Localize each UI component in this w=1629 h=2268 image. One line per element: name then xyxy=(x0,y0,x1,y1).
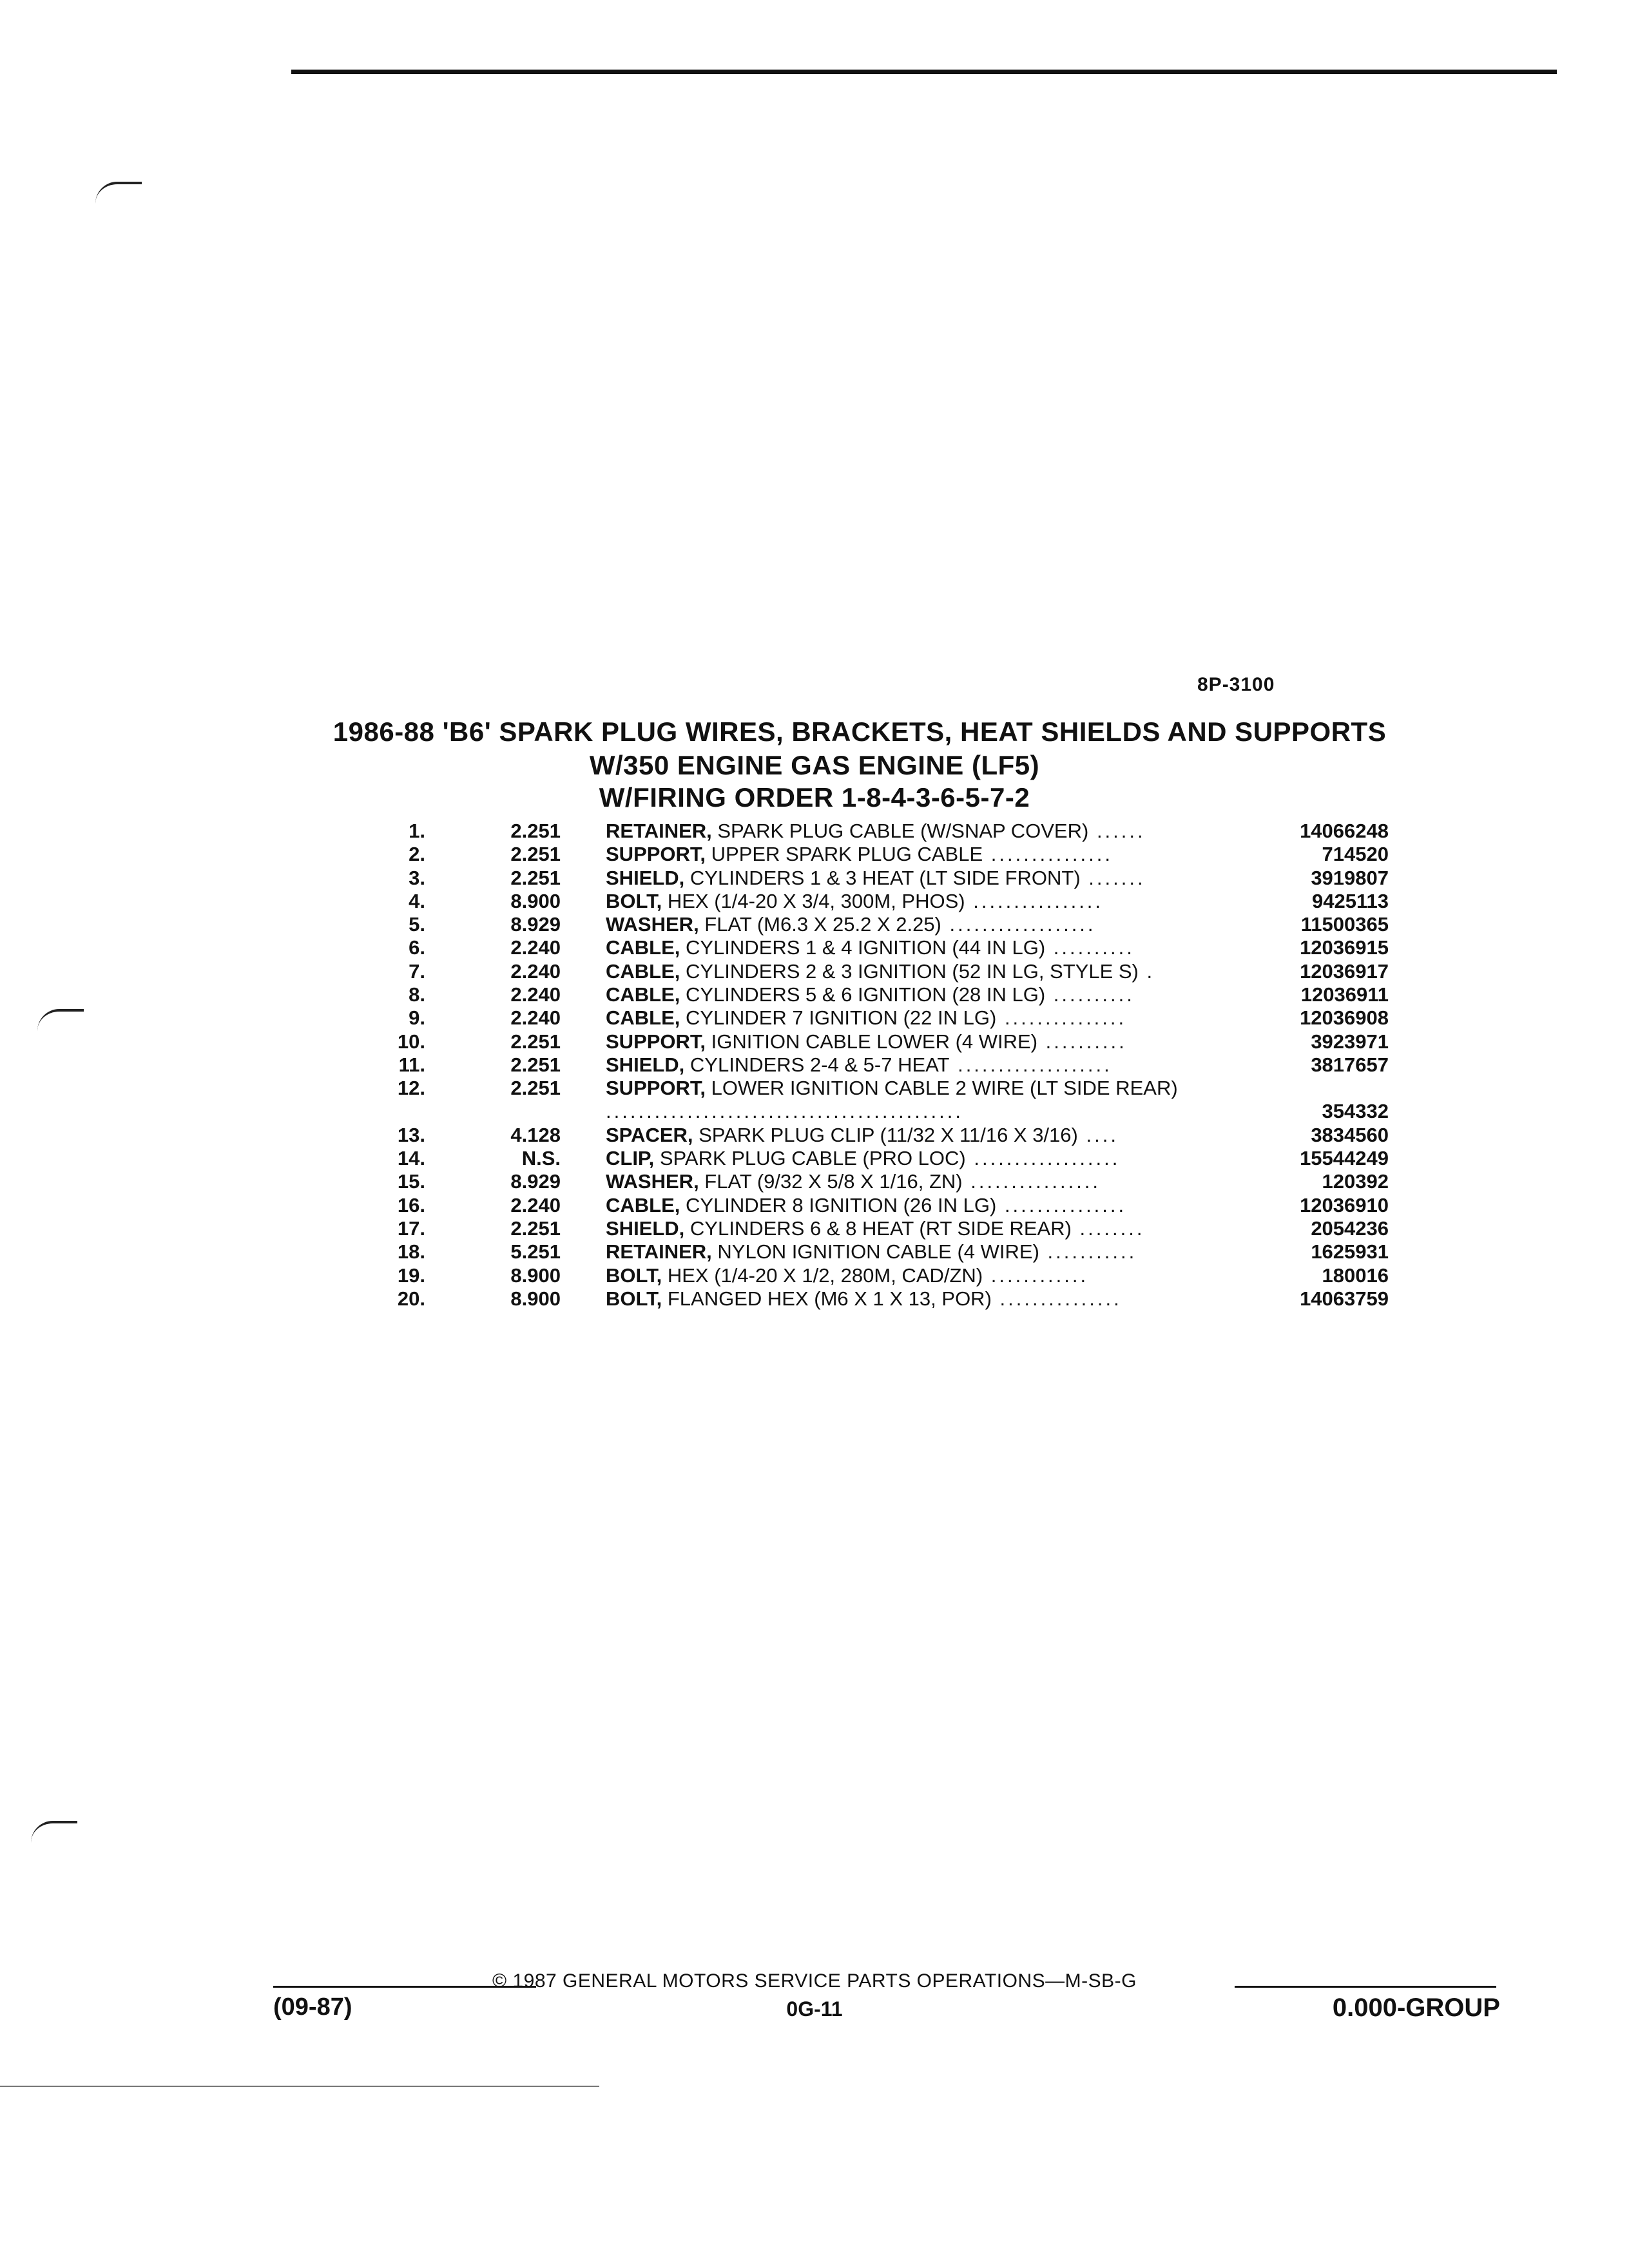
group-number: 2.251 xyxy=(510,820,561,842)
part-description xyxy=(606,1030,1257,1053)
page-number: 0G-11 xyxy=(786,1997,843,2021)
part-description xyxy=(606,1006,1257,1030)
part-noun: CABLE, xyxy=(606,936,680,959)
header-rule xyxy=(291,70,1557,74)
part-row xyxy=(0,890,1629,913)
scan-edge-line xyxy=(0,2086,599,2087)
part-description xyxy=(606,1077,1257,1123)
part-row xyxy=(0,1240,1629,1264)
leader-dots: .......... xyxy=(1037,1030,1127,1053)
group-number: 4.128 xyxy=(510,1123,561,1146)
group-number: 2.240 xyxy=(510,1193,561,1216)
part-number: 120392 xyxy=(1322,1170,1389,1193)
part-number: 354332 xyxy=(1322,1100,1389,1123)
leader-dots: .......... xyxy=(1045,936,1135,959)
binder-hole-mark-3 xyxy=(31,1821,77,1843)
part-row xyxy=(0,1264,1629,1287)
item-number: 14. xyxy=(397,1147,425,1170)
leader-dots: .................. xyxy=(941,913,1096,936)
part-description xyxy=(606,1287,1257,1311)
parts-list xyxy=(0,820,1629,1311)
part-detail: CYLINDER 7 IGNITION (22 IN LG) xyxy=(680,1006,997,1030)
group-number: 8.900 xyxy=(510,1287,561,1310)
leader-dots: ........ xyxy=(1071,1217,1145,1240)
group-number: 2.240 xyxy=(510,1006,561,1030)
leader-dots: ............... xyxy=(983,843,1113,866)
item-number: 18. xyxy=(397,1240,425,1264)
part-description xyxy=(606,1264,1257,1287)
part-noun: BOLT, xyxy=(606,889,662,912)
leader-dots: ............... xyxy=(996,1193,1127,1216)
part-description xyxy=(606,867,1257,890)
part-description xyxy=(606,1147,1257,1170)
part-number: 3834560 xyxy=(1311,1123,1389,1146)
group-number: 2.240 xyxy=(510,983,561,1006)
binder-hole-mark-1 xyxy=(95,182,142,204)
part-number: 12036915 xyxy=(1300,936,1389,959)
group-number: 8.900 xyxy=(510,889,561,912)
part-detail: FLAT (M6.3 X 25.2 X 2.25) xyxy=(699,913,941,936)
item-number: 10. xyxy=(397,1030,425,1053)
part-detail: CYLINDER 8 IGNITION (26 IN LG) xyxy=(680,1193,997,1216)
group-number: 2.251 xyxy=(510,1030,561,1053)
part-row xyxy=(0,1006,1629,1030)
leader-dots: ................ xyxy=(962,1170,1101,1193)
part-detail: NYLON IGNITION CABLE (4 WIRE) xyxy=(711,1240,1039,1264)
part-row xyxy=(0,983,1629,1006)
item-number: 2. xyxy=(409,843,425,866)
part-row xyxy=(0,1030,1629,1053)
part-description xyxy=(606,1217,1257,1240)
part-number: 3817657 xyxy=(1311,1053,1389,1076)
group-number: 2.251 xyxy=(510,843,561,866)
page-code: 8P-3100 xyxy=(1197,674,1275,695)
leader-dots: .... xyxy=(1077,1123,1119,1146)
part-row xyxy=(0,820,1629,843)
item-number: 3. xyxy=(409,866,425,889)
item-number: 9. xyxy=(409,1006,425,1030)
part-detail: FLANGED HEX (M6 X 1 X 13, POR) xyxy=(662,1287,992,1310)
part-number: 9425113 xyxy=(1312,889,1389,912)
part-description xyxy=(606,1124,1257,1147)
part-row xyxy=(0,1170,1629,1193)
item-number: 6. xyxy=(409,936,425,959)
part-description xyxy=(606,913,1257,936)
part-number: 3919807 xyxy=(1311,866,1389,889)
part-noun: SUPPORT, xyxy=(606,843,706,866)
part-row xyxy=(0,1053,1629,1077)
item-number: 20. xyxy=(397,1287,425,1310)
item-number: 4. xyxy=(409,889,425,912)
part-noun: CABLE, xyxy=(606,983,680,1006)
part-number: 1625931 xyxy=(1311,1240,1389,1264)
group-number: 2.251 xyxy=(510,1077,561,1100)
leader-dots: ................ xyxy=(965,889,1104,912)
part-noun: RETAINER, xyxy=(606,820,712,842)
leader-dots: .................. xyxy=(965,1147,1121,1170)
part-detail: CYLINDERS 1 & 4 IGNITION (44 IN LG) xyxy=(680,936,1046,959)
group-number: N.S. xyxy=(521,1147,561,1170)
leader-dots: ............... xyxy=(996,1006,1127,1030)
revision-date: (09-87) xyxy=(273,1994,352,2021)
part-noun: CLIP, xyxy=(606,1147,655,1170)
part-detail: HEX (1/4-20 X 1/2, 280M, CAD/ZN) xyxy=(662,1264,983,1287)
document-title: 1986-88 'B6' SPARK PLUG WIRES, BRACKETS, HEAT SHIELDS AND SUPPORTS xyxy=(333,716,1387,747)
leader-dots: ....... xyxy=(1080,866,1146,889)
part-row xyxy=(0,913,1629,936)
part-number: 12036917 xyxy=(1300,959,1389,983)
part-description xyxy=(606,820,1257,843)
item-number: 15. xyxy=(397,1170,425,1193)
part-number: 12036908 xyxy=(1300,1006,1389,1030)
item-number: 16. xyxy=(397,1193,425,1216)
part-number: 714520 xyxy=(1322,843,1389,866)
part-detail: CYLINDERS 2 & 3 IGNITION (52 IN LG, STYLE S) xyxy=(680,959,1139,983)
title-subline-engine: W/350 ENGINE GAS ENGINE (LF5) xyxy=(589,750,1040,780)
part-noun: WASHER, xyxy=(606,1170,699,1193)
group-number: 2.251 xyxy=(510,1217,561,1240)
part-description xyxy=(606,1053,1257,1077)
part-description xyxy=(606,1240,1257,1264)
part-noun: SHIELD, xyxy=(606,1217,685,1240)
part-row xyxy=(0,843,1629,866)
part-noun: SUPPORT, xyxy=(606,1077,706,1100)
part-number: 2054236 xyxy=(1311,1217,1389,1240)
part-description xyxy=(606,983,1257,1006)
part-description xyxy=(606,843,1257,866)
part-row xyxy=(0,936,1629,959)
leader-dots: ............... xyxy=(991,1287,1122,1310)
part-number: 12036910 xyxy=(1300,1193,1389,1216)
part-row xyxy=(0,1287,1629,1311)
part-noun: BOLT, xyxy=(606,1287,662,1310)
group-number: 2.251 xyxy=(510,866,561,889)
copyright-line: © 1987 GENERAL MOTORS SERVICE PARTS OPERATIONS—M-SB-G xyxy=(492,1970,1137,1992)
item-number: 13. xyxy=(397,1123,425,1146)
part-number: 15544249 xyxy=(1300,1147,1389,1170)
part-number: 3923971 xyxy=(1311,1030,1389,1053)
part-description xyxy=(606,1170,1257,1193)
part-noun: SHIELD, xyxy=(606,1053,685,1076)
item-number: 11. xyxy=(398,1053,425,1076)
leader-dots: ............................................ xyxy=(606,1100,963,1123)
group-number: 5.251 xyxy=(510,1240,561,1264)
part-noun: RETAINER, xyxy=(606,1240,712,1264)
part-number: 14066248 xyxy=(1300,820,1389,842)
part-noun: CABLE, xyxy=(606,959,680,983)
part-detail: FLAT (9/32 X 5/8 X 1/16, ZN) xyxy=(699,1170,963,1193)
part-noun: CABLE, xyxy=(606,1193,680,1216)
part-detail: SPARK PLUG CABLE (W/SNAP COVER) xyxy=(711,820,1089,842)
part-row xyxy=(0,1217,1629,1240)
part-detail: UPPER SPARK PLUG CABLE xyxy=(706,843,983,866)
leader-dots: ................... xyxy=(949,1053,1112,1076)
item-number: 17. xyxy=(397,1217,425,1240)
part-noun: BOLT, xyxy=(606,1264,662,1287)
part-detail: SPARK PLUG CABLE (PRO LOC) xyxy=(654,1147,966,1170)
part-detail: CYLINDERS 1 & 3 HEAT (LT SIDE FRONT) xyxy=(684,866,1081,889)
part-description xyxy=(606,1194,1257,1217)
group-label: 0.000-GROUP xyxy=(1332,1994,1500,2022)
part-noun: SPACER, xyxy=(606,1123,693,1146)
part-detail: CYLINDERS 6 & 8 HEAT (RT SIDE REAR) xyxy=(684,1217,1072,1240)
part-detail: SPARK PLUG CLIP (11/32 X 11/16 X 3/16) xyxy=(693,1123,1078,1146)
part-number: 12036911 xyxy=(1300,983,1389,1006)
part-detail: LOWER IGNITION CABLE 2 WIRE (LT SIDE REAR) xyxy=(706,1077,1178,1100)
item-number: 12. xyxy=(397,1077,425,1100)
part-row xyxy=(0,867,1629,890)
item-number: 7. xyxy=(409,959,425,983)
part-noun: SHIELD, xyxy=(606,866,685,889)
part-noun: WASHER, xyxy=(606,913,699,936)
item-number: 8. xyxy=(409,983,425,1006)
group-number: 2.240 xyxy=(510,936,561,959)
part-row xyxy=(0,960,1629,983)
part-description xyxy=(606,960,1257,983)
part-description xyxy=(606,936,1257,959)
leader-dots: ........... xyxy=(1039,1240,1137,1264)
group-number: 2.251 xyxy=(510,1053,561,1076)
part-number: 11500365 xyxy=(1300,913,1389,936)
part-row xyxy=(0,1194,1629,1217)
part-description xyxy=(606,890,1257,913)
part-number: 14063759 xyxy=(1300,1287,1389,1310)
part-detail: CYLINDERS 2-4 & 5-7 HEAT xyxy=(684,1053,950,1076)
part-row xyxy=(0,1077,1629,1124)
part-detail: CYLINDERS 5 & 6 IGNITION (28 IN LG) xyxy=(680,983,1046,1006)
leader-dots: ...... xyxy=(1088,820,1146,842)
part-noun: CABLE, xyxy=(606,1006,680,1030)
leader-dots: . xyxy=(1138,959,1155,983)
group-number: 2.240 xyxy=(510,959,561,983)
title-subline-firing-order: W/FIRING ORDER 1-8-4-3-6-5-7-2 xyxy=(599,782,1030,812)
group-number: 8.929 xyxy=(510,913,561,936)
item-number: 5. xyxy=(409,913,425,936)
part-detail: IGNITION CABLE LOWER (4 WIRE) xyxy=(706,1030,1038,1053)
group-number: 8.929 xyxy=(510,1170,561,1193)
leader-dots: .......... xyxy=(1045,983,1135,1006)
group-number: 8.900 xyxy=(510,1264,561,1287)
part-row xyxy=(0,1147,1629,1170)
part-row xyxy=(0,1124,1629,1147)
item-number: 1. xyxy=(409,820,425,842)
part-number: 180016 xyxy=(1322,1264,1389,1287)
leader-dots: ............ xyxy=(983,1264,1089,1287)
part-detail: HEX (1/4-20 X 3/4, 300M, PHOS) xyxy=(662,889,965,912)
item-number: 19. xyxy=(397,1264,425,1287)
part-noun: SUPPORT, xyxy=(606,1030,706,1053)
